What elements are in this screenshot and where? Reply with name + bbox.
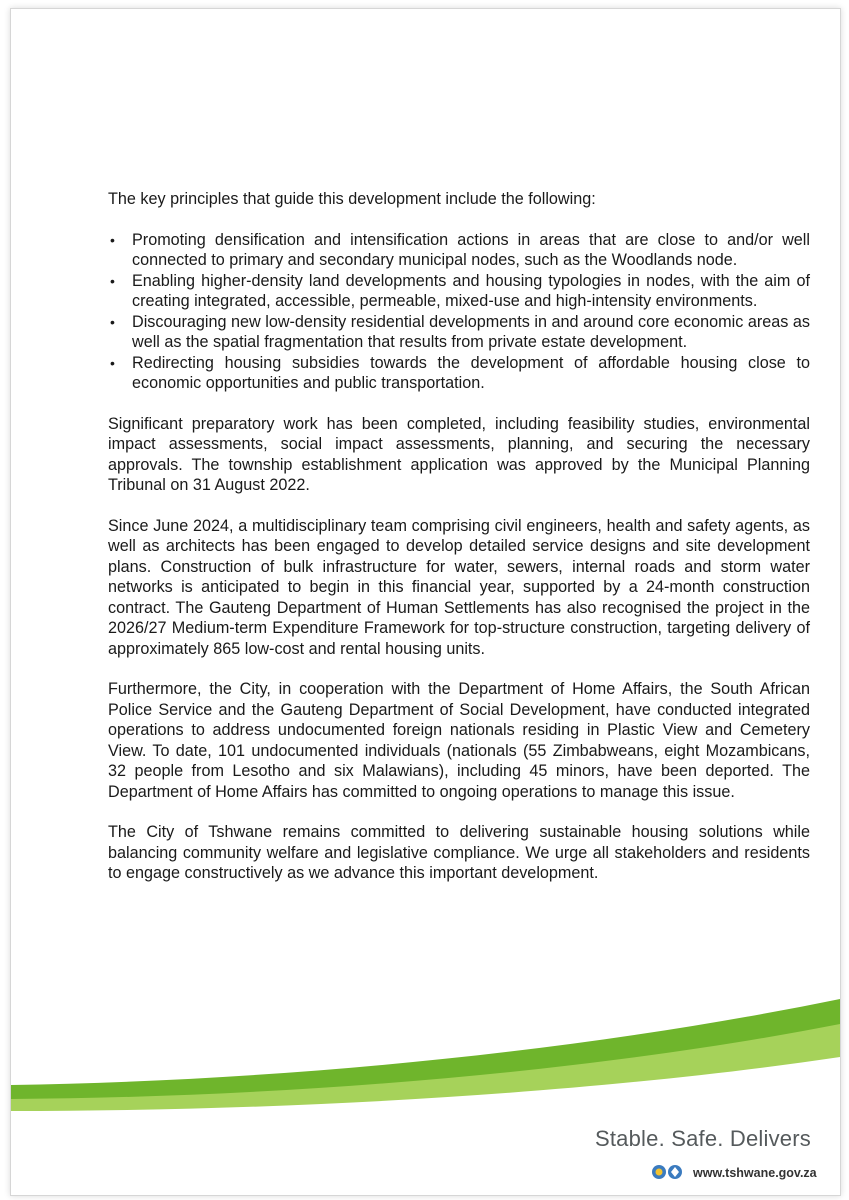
bullet-icon: • — [110, 313, 115, 330]
list-item-text: Promoting densification and intensification actions in areas that are close to and/or well connected to primary and secondary municipal nodes, such as the Woodlands node. — [132, 230, 810, 269]
list-item — [108, 271, 810, 312]
bullet-icon: • — [110, 354, 115, 371]
list-item-text: Redirecting housing subsidies towards the development of affordable housing close to economic opportunities and public transportation. — [132, 353, 810, 392]
tagline: Stable. Safe. Delivers — [595, 1126, 811, 1151]
intro-paragraph: The key principles that guide this development include the following: — [108, 190, 596, 208]
list-item — [108, 230, 810, 271]
paragraph-construction: Since June 2024, a multidisciplinary team comprising civil engineers, health and safety agents, as well as architects has been engaged to develop detailed service designs and site development plans. Construction of bulk infrastructure for water, sewers, internal roads and storm water networks is anticipated to begin in this financial year, supported by a 24-month construction contract. The Gauteng Department of Human Settlements has also recognised the project in the 2026/27 Medium-term Expenditure Framework for top-structure construction, targeting delivery of approximately 865 low-cost and rental housing units. — [108, 516, 810, 658]
website-link[interactable]: www.tshwane.gov.za — [693, 1166, 817, 1180]
paragraph-closing: The City of Tshwane remains committed to delivering sustainable housing solutions while balancing community welfare and legislative compliance. We urge all stakeholders and residents to engage constructively as we advance this important development. — [108, 823, 810, 882]
principles-list — [108, 230, 810, 394]
paragraph-preparatory-work: Significant preparatory work has been completed, including feasibility studies, environmental impact assessments, social impact assessments, planning, and securing the necessary approvals. The township establishment application was approved by the Municipal Planning Tribunal on 31 August 2022. — [108, 414, 810, 494]
tshwane-logo-icon — [651, 1163, 687, 1181]
list-item — [108, 353, 810, 394]
list-item-text: Discouraging new low-density residential developments in and around core economic areas as well as the spatial fragmentation that results from private estate development. — [132, 312, 810, 351]
bullet-icon: • — [110, 231, 115, 248]
paragraph-operations: Furthermore, the City, in cooperation with the Department of Home Affairs, the South African Police Service and the Gauteng Department of Social Development, have conducted integrated operations to address undocumented foreign nationals residing in Plastic View and Cemetery View. To date, 101 undocumented individuals (nationals (55 Zimbabweans, eight Mozambicans, 32 people from Lesotho and six Malawians), including 45 minors, have been deported. The Department of Home Affairs has committed to ongoing operations to manage this issue. — [108, 680, 810, 801]
list-item — [108, 312, 810, 353]
document-body — [108, 189, 810, 904]
list-item-text: Enabling higher-density land developments and housing typologies in nodes, with the aim of creating integrated, accessible, permeable, mixed-use and high-intensity environments. — [132, 271, 810, 310]
document-page — [10, 8, 841, 1196]
bullet-icon: • — [110, 272, 115, 289]
